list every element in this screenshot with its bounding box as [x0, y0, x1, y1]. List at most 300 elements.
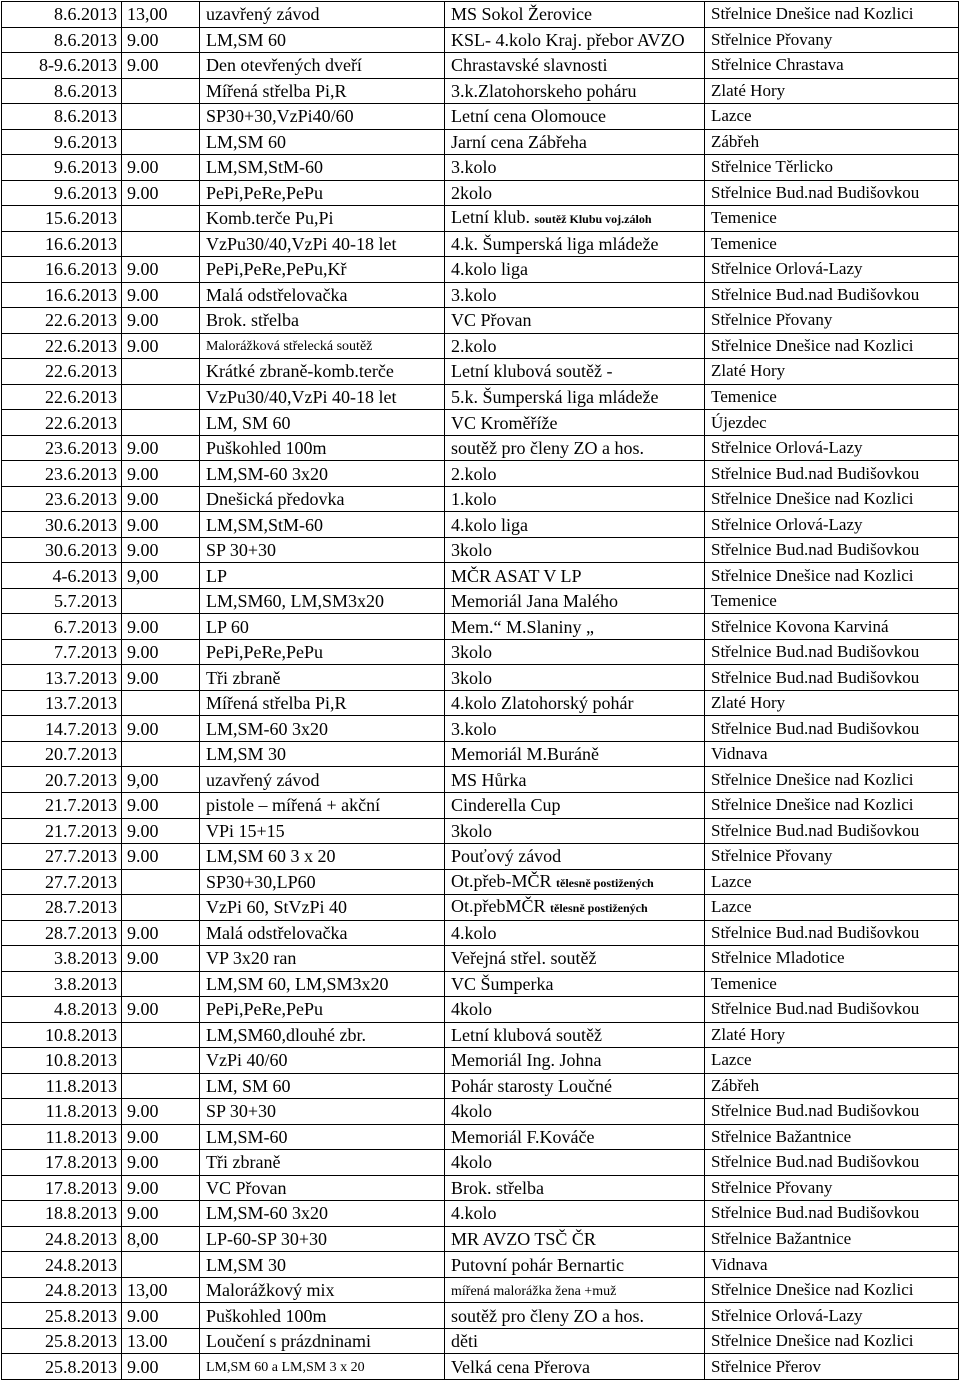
- event-name-cell: [445, 486, 705, 512]
- table-row: [2, 486, 959, 512]
- venue-cell: [705, 384, 959, 410]
- time-cell: [122, 206, 200, 232]
- table-row: [2, 231, 959, 257]
- discipline-cell: [200, 537, 445, 563]
- date-cell-text: 22.6.2013: [45, 412, 117, 433]
- date-cell-text: 20.7.2013: [45, 769, 117, 790]
- discipline-cell: [200, 767, 445, 793]
- time-cell: [122, 257, 200, 283]
- date-cell-text: 4.8.2013: [54, 999, 117, 1020]
- discipline-cell: [200, 2, 445, 28]
- date-cell: [2, 435, 122, 461]
- discipline-cell: [200, 1303, 445, 1329]
- table-row: [2, 690, 959, 716]
- venue-cell-text: Lazce: [711, 897, 752, 917]
- event-name-cell-text: Letní klub.: [451, 207, 530, 228]
- table-row: [2, 333, 959, 359]
- date-cell-text: 8.6.2013: [54, 80, 117, 101]
- time-cell: [122, 1277, 200, 1303]
- time-cell-text: 9.00: [127, 29, 159, 50]
- venue-cell: [705, 1226, 959, 1252]
- event-name-cell: [445, 869, 705, 895]
- event-name-cell-text: VC Šumperka: [451, 973, 554, 994]
- date-cell: [2, 537, 122, 563]
- event-name-cell: [445, 1124, 705, 1150]
- date-cell: [2, 767, 122, 793]
- discipline-cell-text: Malá odstřelovačka: [206, 284, 348, 305]
- event-name-cell-text: Cinderella Cup: [451, 795, 561, 816]
- date-cell-text: 8.6.2013: [54, 29, 117, 50]
- venue-cell: [705, 741, 959, 767]
- table-row: [2, 844, 959, 870]
- date-cell-text: 5.7.2013: [54, 591, 117, 612]
- date-cell: [2, 1303, 122, 1329]
- event-name-cell-text: Letní klubová soutěž -: [451, 361, 613, 382]
- discipline-cell: [200, 1150, 445, 1176]
- venue-cell: [705, 27, 959, 53]
- date-cell-text: 17.8.2013: [45, 1177, 117, 1198]
- time-cell: [122, 997, 200, 1023]
- event-name-cell: [445, 818, 705, 844]
- time-cell-text: 9.00: [127, 438, 159, 459]
- discipline-cell: [200, 1328, 445, 1354]
- event-name-cell-text: 4.kolo liga: [451, 514, 528, 535]
- date-cell-text: 23.6.2013: [45, 438, 117, 459]
- venue-cell-text: Temenice: [711, 208, 777, 228]
- event-name-cell: [445, 129, 705, 155]
- table-row: [2, 920, 959, 946]
- time-cell: [122, 844, 200, 870]
- time-cell-text: 9.00: [127, 259, 159, 280]
- event-name-cell-text: mířená malorážka žena +muž: [451, 1283, 617, 1299]
- discipline-cell-text: VzPi 40/60: [206, 1050, 288, 1071]
- discipline-cell: [200, 180, 445, 206]
- date-cell: [2, 1022, 122, 1048]
- time-cell: [122, 537, 200, 563]
- discipline-cell-text: LM, SM 60: [206, 1075, 291, 1096]
- venue-cell: [705, 614, 959, 640]
- discipline-cell-text: uzavřený závod: [206, 769, 320, 790]
- discipline-cell: [200, 104, 445, 130]
- table-row: [2, 563, 959, 589]
- table-row: [2, 639, 959, 665]
- date-cell-text: 11.8.2013: [45, 1126, 117, 1147]
- discipline-cell-text: LM,SM-60 3x20: [206, 1203, 329, 1224]
- venue-cell: [705, 792, 959, 818]
- discipline-cell: [200, 869, 445, 895]
- time-cell: [122, 410, 200, 436]
- discipline-cell: [200, 308, 445, 334]
- venue-cell: [705, 1277, 959, 1303]
- venue-cell-text: Střelnice Dnešice nad Kozlici: [711, 335, 914, 355]
- date-cell: [2, 1124, 122, 1150]
- time-cell-text: 9.00: [127, 820, 159, 841]
- event-name-cell: [445, 231, 705, 257]
- event-name-cell: [445, 588, 705, 614]
- discipline-cell-text: VP 3x20 ran: [206, 948, 297, 969]
- event-name-cell: [445, 537, 705, 563]
- discipline-cell: [200, 946, 445, 972]
- event-name-cell: [445, 78, 705, 104]
- venue-cell-text: Střelnice Bud.nad Budišovkou: [711, 718, 920, 738]
- event-name-note: tělesně postižených: [556, 875, 654, 890]
- date-cell-text: 8-9.6.2013: [39, 55, 117, 76]
- venue-cell: [705, 588, 959, 614]
- date-cell: [2, 869, 122, 895]
- time-cell-text: 9.00: [127, 616, 159, 637]
- table-row: [2, 257, 959, 283]
- discipline-cell: [200, 1201, 445, 1227]
- date-cell-text: 4-6.2013: [52, 565, 117, 586]
- venue-cell-text: Střelnice Těrlicko: [711, 157, 833, 177]
- discipline-cell: [200, 920, 445, 946]
- time-cell-text: 9.00: [127, 1177, 159, 1198]
- venue-cell: [705, 461, 959, 487]
- event-name-cell-text: soutěž pro členy ZO a hos.: [451, 438, 644, 459]
- table-row: [2, 997, 959, 1023]
- table-row: [2, 282, 959, 308]
- date-cell: [2, 206, 122, 232]
- time-cell-text: 9.00: [127, 718, 159, 739]
- venue-cell-text: Střelnice Dnešice nad Kozlici: [711, 1280, 914, 1300]
- event-name-cell-text: Brok. střelba: [451, 1177, 544, 1198]
- venue-cell-text: Střelnice Bud.nad Budišovkou: [711, 463, 920, 483]
- event-name-cell-text: 3kolo: [451, 820, 493, 841]
- date-cell: [2, 716, 122, 742]
- discipline-cell-text: Krátké zbraně-komb.terče: [206, 361, 394, 382]
- event-name-cell-text: 4kolo: [451, 999, 493, 1020]
- venue-cell: [705, 844, 959, 870]
- discipline-cell-text: LM,SM-60 3x20: [206, 718, 329, 739]
- discipline-cell: [200, 486, 445, 512]
- time-cell: [122, 818, 200, 844]
- discipline-cell-text: Malá odstřelovačka: [206, 922, 348, 943]
- date-cell: [2, 2, 122, 28]
- event-name-cell: [445, 741, 705, 767]
- date-cell: [2, 1150, 122, 1176]
- event-name-cell: [445, 971, 705, 997]
- table-row: [2, 767, 959, 793]
- discipline-cell: [200, 844, 445, 870]
- venue-cell: [705, 53, 959, 79]
- venue-cell-text: Střelnice Dnešice nad Kozlici: [711, 769, 914, 789]
- time-cell: [122, 282, 200, 308]
- event-name-cell-text: 3.k.Zlatohorskeho poháru: [451, 80, 637, 101]
- table-row: [2, 1277, 959, 1303]
- venue-cell: [705, 104, 959, 130]
- discipline-cell: [200, 741, 445, 767]
- discipline-cell: [200, 1175, 445, 1201]
- venue-cell-text: Střelnice Dnešice nad Kozlici: [711, 489, 914, 509]
- time-cell-text: 9.00: [127, 1126, 159, 1147]
- venue-cell: [705, 257, 959, 283]
- table-row: [2, 461, 959, 487]
- discipline-cell: [200, 1124, 445, 1150]
- date-cell: [2, 895, 122, 921]
- venue-cell: [705, 129, 959, 155]
- discipline-cell-text: PePi,PeRe,PePu,Kř: [206, 259, 347, 280]
- time-cell: [122, 53, 200, 79]
- venue-cell-text: Střelnice Dnešice nad Kozlici: [711, 795, 914, 815]
- date-cell: [2, 461, 122, 487]
- time-cell: [122, 639, 200, 665]
- venue-cell-text: Střelnice Mladotice: [711, 948, 845, 968]
- time-cell: [122, 971, 200, 997]
- venue-cell: [705, 1022, 959, 1048]
- time-cell: [122, 614, 200, 640]
- date-cell-text: 30.6.2013: [45, 540, 117, 561]
- event-name-cell: [445, 384, 705, 410]
- venue-cell: [705, 1150, 959, 1176]
- date-cell: [2, 155, 122, 181]
- time-cell-text: 9.00: [127, 489, 159, 510]
- discipline-cell-text: Puškohled 100m: [206, 438, 327, 459]
- date-cell-text: 16.6.2013: [45, 284, 117, 305]
- table-row: [2, 537, 959, 563]
- venue-cell: [705, 1201, 959, 1227]
- date-cell-text: 11.8.2013: [45, 1075, 117, 1096]
- venue-cell: [705, 946, 959, 972]
- event-name-cell-text: děti: [451, 1331, 478, 1352]
- date-cell-text: 9.6.2013: [54, 157, 117, 178]
- discipline-cell: [200, 1252, 445, 1278]
- event-name-cell: [445, 180, 705, 206]
- table-row: [2, 104, 959, 130]
- event-name-cell: [445, 1226, 705, 1252]
- venue-cell-text: Střelnice Chrastava: [711, 55, 844, 75]
- discipline-cell: [200, 257, 445, 283]
- time-cell: [122, 2, 200, 28]
- venue-cell: [705, 690, 959, 716]
- event-name-cell: [445, 1252, 705, 1278]
- event-name-cell-text: 2kolo: [451, 182, 493, 203]
- discipline-cell: [200, 716, 445, 742]
- event-name-cell: [445, 997, 705, 1023]
- venue-cell-text: Střelnice Dnešice nad Kozlici: [711, 565, 914, 585]
- venue-cell-text: Střelnice Bud.nad Budišovkou: [711, 540, 920, 560]
- date-cell-text: 24.8.2013: [45, 1280, 117, 1301]
- event-name-cell-text: VC Přovan: [451, 310, 532, 331]
- event-name-cell-text: Velká cena Přerova: [451, 1356, 590, 1377]
- date-cell-text: 28.7.2013: [45, 897, 117, 918]
- discipline-cell: [200, 1073, 445, 1099]
- date-cell: [2, 180, 122, 206]
- date-cell-text: 9.6.2013: [54, 182, 117, 203]
- time-cell: [122, 129, 200, 155]
- venue-cell-text: Střelnice Přovany: [711, 846, 833, 866]
- time-cell: [122, 1354, 200, 1380]
- discipline-cell: [200, 1099, 445, 1125]
- time-cell: [122, 1048, 200, 1074]
- time-cell: [122, 512, 200, 538]
- date-cell: [2, 104, 122, 130]
- date-cell-text: 8.6.2013: [54, 4, 117, 25]
- table-row: [2, 971, 959, 997]
- date-cell-text: 16.6.2013: [45, 259, 117, 280]
- event-name-cell-text: 4.kolo Zlatohorský pohár: [451, 693, 634, 714]
- venue-cell-text: Temenice: [711, 591, 777, 611]
- venue-cell: [705, 537, 959, 563]
- time-cell-text: 9.00: [127, 948, 159, 969]
- table-row: [2, 1175, 959, 1201]
- table-row: [2, 1226, 959, 1252]
- event-name-cell: [445, 282, 705, 308]
- discipline-cell-text: PePi,PeRe,PePu: [206, 642, 324, 663]
- time-cell: [122, 1099, 200, 1125]
- event-name-cell: [445, 792, 705, 818]
- venue-cell: [705, 435, 959, 461]
- event-name-cell-text: 2.kolo: [451, 335, 497, 356]
- event-name-cell-text: 3.kolo: [451, 284, 497, 305]
- venue-cell-text: Lazce: [711, 1050, 752, 1070]
- venue-cell-text: Střelnice Kovona Karviná: [711, 616, 889, 636]
- discipline-cell-text: LM,SM 60 3 x 20: [206, 846, 336, 867]
- table-row: [2, 716, 959, 742]
- time-cell-text: 9.00: [127, 55, 159, 76]
- discipline-cell: [200, 53, 445, 79]
- event-name-cell: [445, 1048, 705, 1074]
- table-row: [2, 665, 959, 691]
- discipline-cell: [200, 563, 445, 589]
- time-cell-text: 13.00: [127, 1331, 168, 1352]
- event-name-cell-text: 4.kolo liga: [451, 259, 528, 280]
- time-cell: [122, 333, 200, 359]
- venue-cell-text: Střelnice Bud.nad Budišovkou: [711, 1203, 920, 1223]
- discipline-cell: [200, 614, 445, 640]
- time-cell-text: 9.00: [127, 642, 159, 663]
- event-name-cell-text: Letní klubová soutěž: [451, 1024, 602, 1045]
- venue-cell: [705, 767, 959, 793]
- discipline-cell-text: LM,SM 60, LM,SM3x20: [206, 973, 389, 994]
- discipline-cell-text: LM,SM60, LM,SM3x20: [206, 591, 385, 612]
- time-cell: [122, 1328, 200, 1354]
- event-name-cell-text: 3.kolo: [451, 718, 497, 739]
- event-name-cell: [445, 665, 705, 691]
- discipline-cell-text: LM,SM,StM-60: [206, 157, 324, 178]
- time-cell: [122, 1150, 200, 1176]
- time-cell: [122, 384, 200, 410]
- venue-cell: [705, 639, 959, 665]
- schedule-body: [2, 2, 959, 1380]
- event-name-cell-text: MS Hůrka: [451, 769, 527, 790]
- date-cell-text: 10.8.2013: [45, 1024, 117, 1045]
- discipline-cell-text: Malorážková střelecká soutěž: [206, 339, 373, 355]
- event-name-cell: [445, 844, 705, 870]
- time-cell-text: 9.00: [127, 1203, 159, 1224]
- venue-cell-text: Střelnice Orlová-Lazy: [711, 514, 863, 534]
- date-cell: [2, 257, 122, 283]
- venue-cell-text: Zlaté Hory: [711, 361, 786, 381]
- event-name-cell-text: 3kolo: [451, 667, 493, 688]
- venue-cell: [705, 563, 959, 589]
- event-name-cell: [445, 1099, 705, 1125]
- discipline-cell-text: Tři zbraně: [206, 667, 281, 688]
- time-cell: [122, 461, 200, 487]
- time-cell: [122, 1303, 200, 1329]
- time-cell: [122, 1124, 200, 1150]
- date-cell: [2, 1175, 122, 1201]
- date-cell: [2, 384, 122, 410]
- time-cell: [122, 27, 200, 53]
- date-cell: [2, 1201, 122, 1227]
- time-cell: [122, 767, 200, 793]
- event-name-cell-text: 3kolo: [451, 642, 493, 663]
- date-cell-text: 18.8.2013: [45, 1203, 117, 1224]
- venue-cell: [705, 206, 959, 232]
- date-cell: [2, 946, 122, 972]
- event-name-cell-text: 4kolo: [451, 1152, 493, 1173]
- table-row: [2, 1099, 959, 1125]
- discipline-cell: [200, 359, 445, 385]
- event-name-note: tělesně postižených: [550, 901, 648, 916]
- date-cell-text: 3.8.2013: [54, 948, 117, 969]
- venue-cell: [705, 818, 959, 844]
- venue-cell-text: Střelnice Bažantnice: [711, 1126, 852, 1146]
- discipline-cell-text: VPi 15+15: [206, 820, 285, 841]
- discipline-cell-text: Malorážkový mix: [206, 1280, 335, 1301]
- discipline-cell: [200, 1048, 445, 1074]
- venue-cell-text: Střelnice Přovany: [711, 29, 833, 49]
- venue-cell: [705, 716, 959, 742]
- venue-cell: [705, 1175, 959, 1201]
- event-name-cell-text: Jarní cena Zábřeha: [451, 131, 587, 152]
- event-name-cell: [445, 410, 705, 436]
- event-name-cell-text: KSL- 4.kolo Kraj. přebor AVZO: [451, 29, 685, 50]
- time-cell: [122, 1201, 200, 1227]
- event-name-cell: [445, 257, 705, 283]
- time-cell: [122, 78, 200, 104]
- event-name-cell-text: 2.kolo: [451, 463, 497, 484]
- discipline-cell-text: Mířená střelba Pi,R: [206, 80, 347, 101]
- discipline-cell: [200, 206, 445, 232]
- discipline-cell-text: SP30+30,VzPi40/60: [206, 106, 354, 127]
- venue-cell: [705, 920, 959, 946]
- table-row: [2, 1124, 959, 1150]
- time-cell: [122, 895, 200, 921]
- venue-cell: [705, 410, 959, 436]
- event-name-cell-text: soutěž pro členy ZO a hos.: [451, 1305, 644, 1326]
- venue-cell-text: Střelnice Bud.nad Budišovkou: [711, 999, 920, 1019]
- event-name-cell-text: MS Sokol Žerovice: [451, 4, 592, 25]
- discipline-cell-text: pistole – mířená + akční: [206, 795, 381, 816]
- date-cell-text: 21.7.2013: [45, 820, 117, 841]
- venue-cell: [705, 2, 959, 28]
- venue-cell: [705, 333, 959, 359]
- date-cell: [2, 639, 122, 665]
- event-name-cell-text: Putovní pohár Bernartic: [451, 1254, 624, 1275]
- venue-cell-text: Střelnice Přerov: [711, 1356, 821, 1376]
- date-cell-text: 22.6.2013: [45, 310, 117, 331]
- date-cell-text: 27.7.2013: [45, 846, 117, 867]
- event-name-cell: [445, 512, 705, 538]
- table-row: [2, 78, 959, 104]
- date-cell: [2, 563, 122, 589]
- date-cell-text: 16.6.2013: [45, 233, 117, 254]
- discipline-cell-text: Loučení s prázdninami: [206, 1331, 371, 1352]
- time-cell-text: 9.00: [127, 1356, 159, 1377]
- schedule-table: [1, 1, 959, 1380]
- date-cell-text: 25.8.2013: [45, 1331, 117, 1352]
- event-name-cell: [445, 895, 705, 921]
- event-name-cell-text: Memoriál Jana Malého: [451, 591, 618, 612]
- time-cell: [122, 231, 200, 257]
- venue-cell: [705, 1328, 959, 1354]
- date-cell: [2, 1354, 122, 1380]
- event-name-cell: [445, 333, 705, 359]
- date-cell-text: 10.8.2013: [45, 1050, 117, 1071]
- table-row: [2, 435, 959, 461]
- time-cell: [122, 180, 200, 206]
